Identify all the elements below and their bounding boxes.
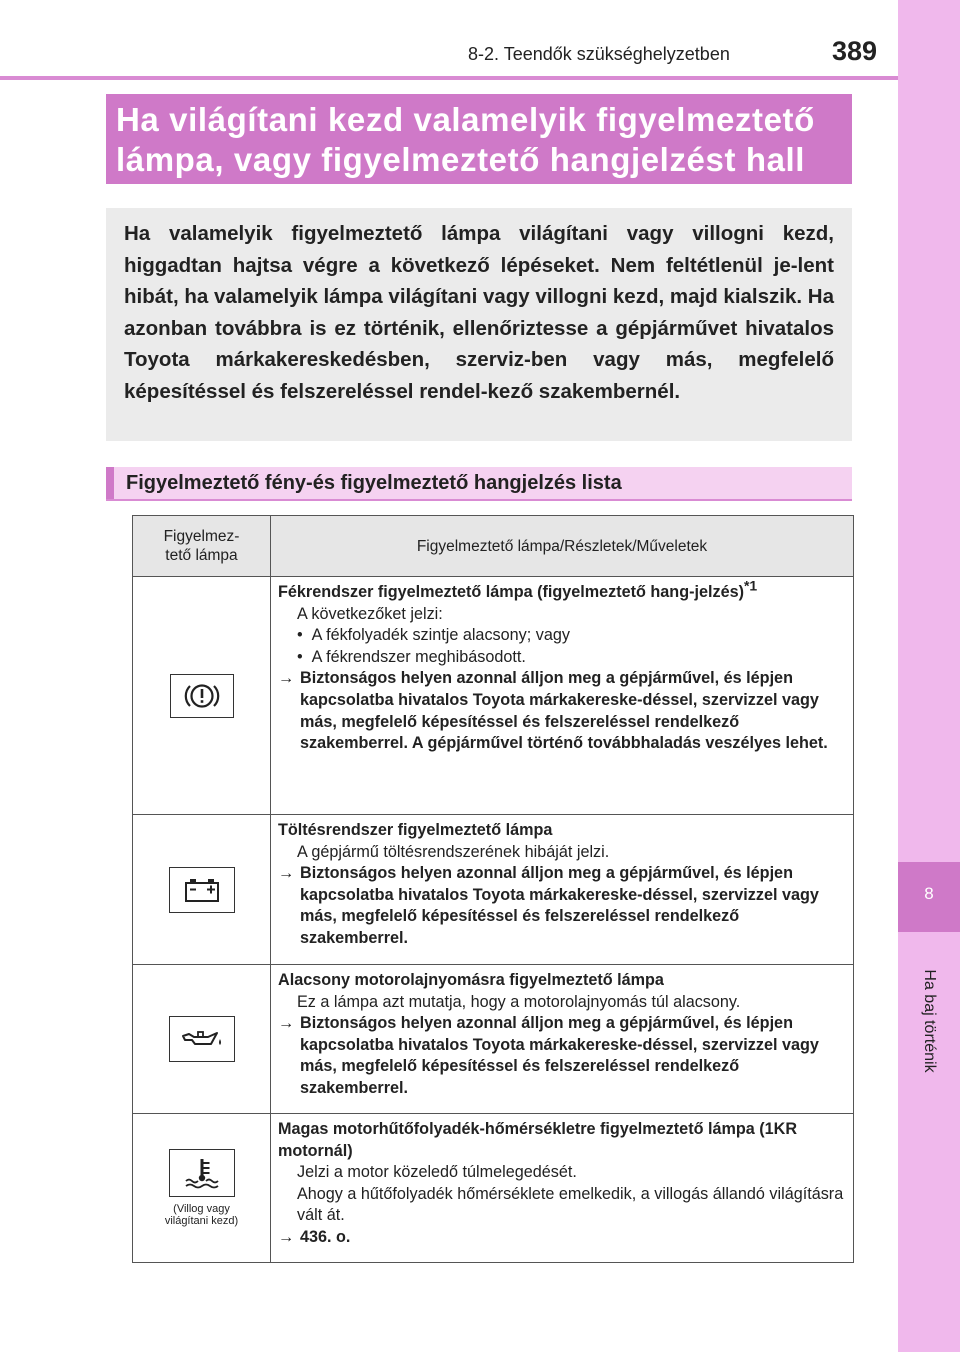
icon-note [133,1203,270,1227]
section-title: 8-2. Teendők szükséghelyzetben [468,44,730,64]
column-header-lamp [133,516,271,577]
icon-note-line-1: (Villog vagy [173,1203,230,1215]
table-cell-icon [133,577,271,815]
page-reference-text: 436. o. [300,1227,351,1246]
oil-pressure-icon [169,1016,235,1062]
table-cell-details [271,577,854,815]
coolant-temperature-icon [169,1149,235,1197]
row-description: Jelzi a motor közeledő túlmelegedését. [297,1163,577,1182]
chapter-number: 8 [924,884,934,903]
table-cell-icon [133,815,271,965]
row-description: A következőket jelzi: [297,604,443,623]
arrow-icon: → [278,669,295,688]
row-title-text: Fékrendszer figyelmeztető lámpa (figyelmeztető hang-jelzés) [278,583,744,601]
table-row [133,815,854,965]
table-cell-details [271,1114,854,1263]
row-title: Alacsony motorolajnyomásra figyelmeztető lámpa [278,971,664,989]
subheading-text: Figyelmeztető fény-és figyelmeztető hangjelzés lista [126,472,622,494]
table-cell-icon [133,1114,271,1263]
row-title: Töltésrendszer figyelmeztető lámpa [278,821,553,839]
brake-warning-icon [170,674,234,718]
table-row [133,965,854,1114]
warning-light-table [132,515,854,1263]
table-header-row [133,516,854,577]
battery-icon [169,867,235,913]
row-action [278,863,847,949]
footnote-marker: *1 [743,577,758,594]
row-action-text: Biztonságos helyen azonnal álljon meg a gépjárművel, és lépjen kapcsolatba hivatalos Toyota márkakereske-déssel, szervizzel vagy más, megfelelő képesítéssel és felszereléssel rendelkező szakemberrel. [300,864,819,947]
row-description: Ez a lámpa azt mutatja, hogy a motorolajnyomás túl alacsony. [297,992,741,1011]
chapter-side-tab [898,0,960,1352]
arrow-icon: → [278,1014,295,1033]
table-cell-details [271,965,854,1114]
bullet-text: A fékfolyadék szintje alacsony; vagy [311,626,570,645]
bullet-item: • A fékrendszer meghibásodott. [297,647,526,666]
row-action [278,1013,847,1099]
arrow-icon: → [278,1227,295,1246]
subheading [106,467,852,501]
row-description-2: Ahogy a hűtőfolyadék hőmérséklete emelkedik, a villogás állandó világításra vált át. [297,1184,844,1225]
row-action-text: Biztonságos helyen azonnal álljon meg a gépjárművel, és lépjen kapcsolatba hivatalos Toyota márkakereske-déssel, szervizzel vagy más, megfelelő képesítéssel és felszereléssel rendelkező szakemberrel. A gépjárművel történő továbbhaladás veszélyes lehet. [300,669,828,753]
column-header-lamp-line-2: tető lámpa [165,547,238,564]
intro-box [106,208,852,441]
row-description: A gépjármű töltésrendszerének hibáját jelzi. [297,842,610,861]
arrow-icon: → [278,864,295,883]
page-number: 389 [832,36,878,66]
chapter-title: Ha baj történik [921,969,938,1073]
row-title [278,577,847,604]
subheading-accent-bar [106,467,114,499]
table-row [133,577,854,815]
row-action [278,668,847,754]
bullet-text: A fékrendszer meghibásodott. [311,647,526,666]
table-cell-details [271,815,854,965]
intro-text: Ha valamelyik figyelmeztető lámpa világítani vagy villogni kezd, higgadtan hajtsa végre a következő lépéseket. Nem feltétlenül je-lent hibát, ha valamelyik lámpa világítani vagy villogni kezd, majd kialszik. Ha azonban továbbra is ez történik, ellenőriztesse a gépjárművet hivatalos Toyota márkakereskedésben, szerviz-ben vagy más, megfelelő képesítéssel és felszereléssel rendel-kező szakembernél. [124,222,834,403]
table-cell-icon [133,965,271,1114]
table-row [133,1114,854,1263]
row-action-text: Biztonságos helyen azonnal álljon meg a gépjárművel, és lépjen kapcsolatba hivatalos Toyota márkakereske-déssel, szervizzel vagy más, megfelelő képesítéssel és felszereléssel rendelkező szakemberrel. [300,1014,819,1097]
page-reference [278,1227,847,1249]
row-title: Magas motorhűtőfolyadék-hőmérsékletre figyelmeztető lámpa (1KR motornál) [278,1120,798,1160]
bullet-item: • A fékfolyadék szintje alacsony; vagy [297,626,570,645]
icon-note-line-2: világítani kezd) [164,1215,239,1227]
column-header-lamp-line-1: Figyelmez- [163,528,240,545]
main-heading-line-2: lámpa, vagy figyelmeztető hangjelzést hall [116,141,806,178]
main-heading-line-1: Ha világítani kezd valamelyik figyelmeztető [116,101,815,138]
column-header-details: Figyelmeztető lámpa/Részletek/Műveletek [271,516,854,577]
header-rule [0,76,900,80]
main-heading-banner [106,94,852,184]
